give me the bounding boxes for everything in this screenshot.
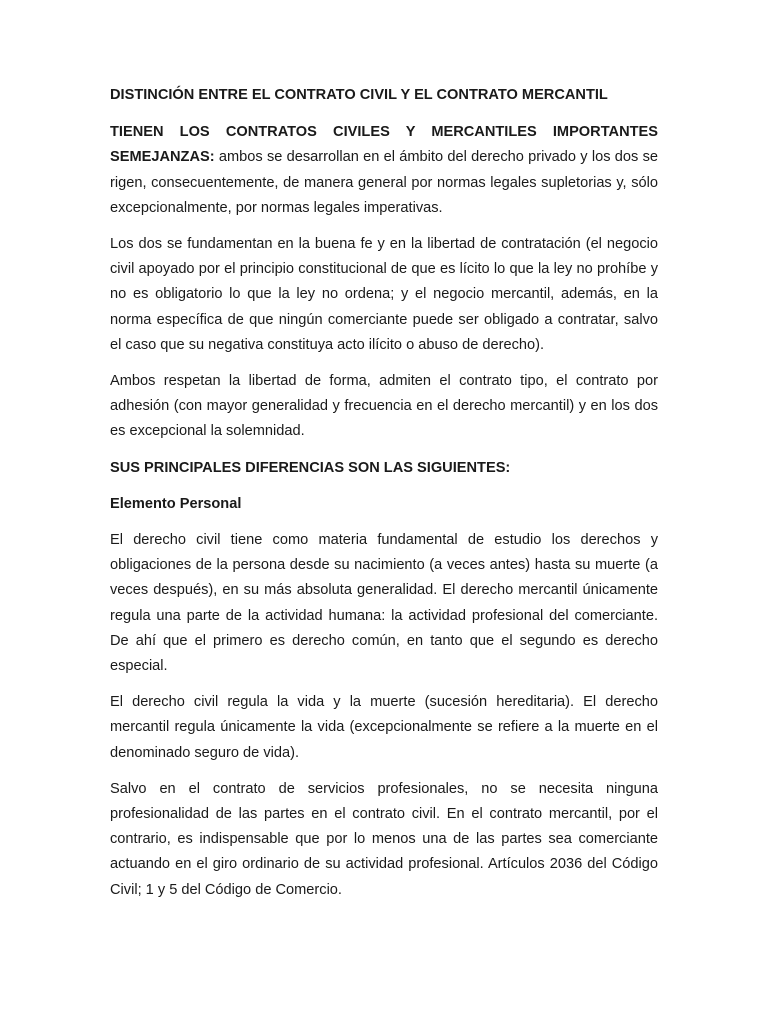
paragraph-similarities — [110, 120, 658, 221]
personal-element-heading: Elemento Personal — [110, 495, 242, 512]
differences-heading: SUS PRINCIPALES DIFERENCIAS SON LAS SIGUIENTES: — [110, 459, 511, 476]
document-title: DISTINCIÓN ENTRE EL CONTRATO CIVIL Y EL CONTRATO MERCANTIL — [110, 87, 608, 103]
document-page — [110, 83, 658, 914]
paragraph-professional-services: Salvo en el contrato de servicios profesionales, no se necesita ninguna profesionalidad de las partes en el contrato civil. En el contrato mercantil, por el contrario, es indispensable que por lo menos una de las partes sea comerciante actuando en el giro ordinario de su actividad profesional. Artículos 2036 del Código Civil; 1 y 5 del Código de Comercio. — [110, 780, 658, 898]
paragraph-good-faith: Los dos se fundamentan en la buena fe y en la libertad de contratación (el negocio civil apoyado por el principio constitucional de que es lícito lo que la ley no prohíbe y no es obligatorio lo que la ley no ordena; y el negocio mercantil, además, en la norma específica de que ningún comerciante puede ser obligado a contratar, salvo el caso que su negativa constituya acto ilícito o abuso de derecho). — [110, 236, 658, 353]
paragraph-life-death: El derecho civil regula la vida y la muerte (sucesión hereditaria). El derecho mercantil regula únicamente la vida (excepcionalmente se refiere a la muerte en el denominado seguro de vida). — [110, 694, 658, 761]
similarities-text: ambos se desarrollan en el ámbito del derecho privado y los dos se rigen, consecuentemente, de manera general por normas legales supletorias y, sólo excepcionalmente, por normas legales imperativas. — [110, 149, 658, 216]
paragraph-civil-vs-mercantile: El derecho civil tiene como materia fundamental de estudio los derechos y obligaciones de la persona desde su nacimiento (a veces antes) hasta su muerte (a veces después), en su más absoluta generalidad. El derecho mercantil únicamente regula una parte de la actividad humana: la actividad profesional del comerciante. De ahí que el primero es derecho común, en tanto que el segundo es derecho especial. — [110, 532, 658, 675]
paragraph-form-freedom: Ambos respetan la libertad de forma, admiten el contrato tipo, el contrato por adhesión (con mayor generalidad y frecuencia en el derecho mercantil) y en los dos es excepcional la solemnidad. — [110, 373, 658, 440]
similarities-lead: TIENEN LOS CONTRATOS CIVILES Y MERCANTILES IMPORTANTES SEMEJANZAS: — [110, 124, 658, 166]
